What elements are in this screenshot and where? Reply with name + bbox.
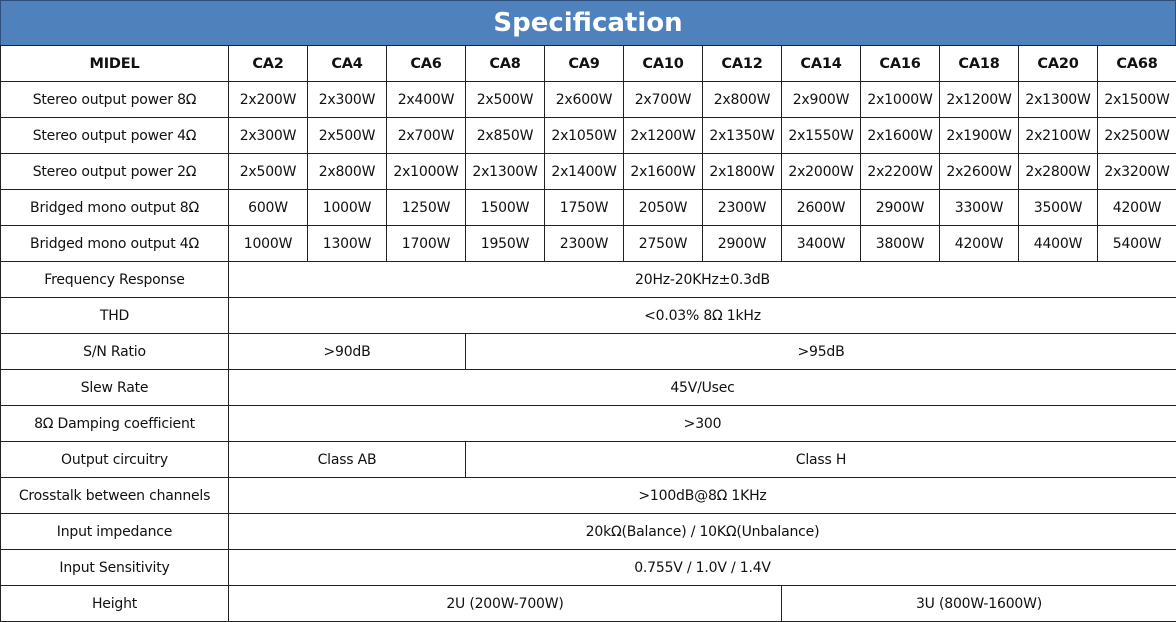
table-row (1, 226, 1176, 262)
table-cell: 0.755V / 1.0V / 1.4V (229, 550, 1176, 586)
model-column-header: CA6 (387, 46, 466, 82)
table-cell: 2x300W (229, 118, 308, 154)
model-column-header: CA18 (940, 46, 1019, 82)
table-cell: 2x500W (466, 82, 545, 118)
table-cell: 2x1900W (940, 118, 1019, 154)
table-cell: 2x3200W (1098, 154, 1176, 190)
table-cell: 2x1550W (782, 118, 861, 154)
table-cell: 2x300W (308, 82, 387, 118)
table-row (1, 118, 1176, 154)
table-cell: 4400W (1019, 226, 1098, 262)
table-cell: >100dB@8Ω 1KHz (229, 478, 1176, 514)
table-cell: 2x1200W (624, 118, 703, 154)
row-label: Stereo output power 4Ω (1, 118, 229, 154)
table-cell: 2x2200W (861, 154, 940, 190)
table-cell: 2x2800W (1019, 154, 1098, 190)
table-row (1, 586, 1176, 622)
model-column-header: CA8 (466, 46, 545, 82)
table-cell: 2x800W (703, 82, 782, 118)
table-cell: 2050W (624, 190, 703, 226)
table-row (1, 550, 1176, 586)
model-column-header: CA2 (229, 46, 308, 82)
table-cell: 2x1500W (1098, 82, 1176, 118)
model-column-header: CA10 (624, 46, 703, 82)
table-cell: 2x2100W (1019, 118, 1098, 154)
table-cell: 2x900W (782, 82, 861, 118)
row-label: Input impedance (1, 514, 229, 550)
table-cell: <0.03% 8Ω 1kHz (229, 298, 1176, 334)
table-row (1, 406, 1176, 442)
table-cell: 3800W (861, 226, 940, 262)
table-cell: 2300W (703, 190, 782, 226)
table-cell: 2x500W (229, 154, 308, 190)
table-cell: 2x200W (229, 82, 308, 118)
table-cell: 1300W (308, 226, 387, 262)
table-cell: 2U (200W-700W) (229, 586, 782, 622)
table-cell: 2x600W (545, 82, 624, 118)
model-column-header: CA14 (782, 46, 861, 82)
model-column-header: CA12 (703, 46, 782, 82)
table-cell: 2900W (861, 190, 940, 226)
table-cell: 2x1200W (940, 82, 1019, 118)
table-cell: 2x1800W (703, 154, 782, 190)
table-cell: 2x1300W (1019, 82, 1098, 118)
table-cell: Class AB (229, 442, 466, 478)
table-cell: 3300W (940, 190, 1019, 226)
row-label: 8Ω Damping coefficient (1, 406, 229, 442)
table-cell: 1950W (466, 226, 545, 262)
table-cell: 1000W (229, 226, 308, 262)
table-row (1, 370, 1176, 406)
header-row (1, 46, 1176, 82)
table-cell: 3400W (782, 226, 861, 262)
model-column-header: CA20 (1019, 46, 1098, 82)
table-cell: 2x2500W (1098, 118, 1176, 154)
table-cell: 2x700W (624, 82, 703, 118)
table-cell: 2900W (703, 226, 782, 262)
table-cell: 2x1000W (387, 154, 466, 190)
table-row (1, 334, 1176, 370)
table-cell: 600W (229, 190, 308, 226)
table-cell: 1000W (308, 190, 387, 226)
table-cell: 45V/Usec (229, 370, 1176, 406)
table-cell: 2750W (624, 226, 703, 262)
table-cell: 4200W (1098, 190, 1176, 226)
table-cell: 2x400W (387, 82, 466, 118)
row-label: Stereo output power 2Ω (1, 154, 229, 190)
table-row (1, 190, 1176, 226)
row-label: Output circuitry (1, 442, 229, 478)
row-label: Slew Rate (1, 370, 229, 406)
model-header: MIDEL (1, 46, 229, 82)
row-label: Height (1, 586, 229, 622)
table-cell: 2x2000W (782, 154, 861, 190)
row-label: Input Sensitivity (1, 550, 229, 586)
table-row (1, 514, 1176, 550)
table-row (1, 298, 1176, 334)
table-row (1, 154, 1176, 190)
table-cell: 2300W (545, 226, 624, 262)
table-cell: 2x700W (387, 118, 466, 154)
table-cell: 2600W (782, 190, 861, 226)
table-row (1, 262, 1176, 298)
table-cell: 1750W (545, 190, 624, 226)
table-cell: 20kΩ(Balance) / 10KΩ(Unbalance) (229, 514, 1176, 550)
table-cell: 1250W (387, 190, 466, 226)
row-label: THD (1, 298, 229, 334)
row-label: Crosstalk between channels (1, 478, 229, 514)
table-cell: 3500W (1019, 190, 1098, 226)
table-cell: 2x1000W (861, 82, 940, 118)
row-label: Bridged mono output 4Ω (1, 226, 229, 262)
table-cell: >300 (229, 406, 1176, 442)
table-cell: 5400W (1098, 226, 1176, 262)
table-cell: Class H (466, 442, 1176, 478)
table-cell: 4200W (940, 226, 1019, 262)
table-cell: 2x850W (466, 118, 545, 154)
page-title: Specification (0, 0, 1176, 45)
model-column-header: CA68 (1098, 46, 1176, 82)
table-cell: 2x1350W (703, 118, 782, 154)
table-cell: 20Hz-20KHz±0.3dB (229, 262, 1176, 298)
table-cell: 1700W (387, 226, 466, 262)
table-cell: 2x500W (308, 118, 387, 154)
model-column-header: CA9 (545, 46, 624, 82)
table-cell: 2x2600W (940, 154, 1019, 190)
table-cell: >90dB (229, 334, 466, 370)
table-cell: 2x1400W (545, 154, 624, 190)
table-cell: 3U (800W-1600W) (782, 586, 1176, 622)
table-cell: 2x800W (308, 154, 387, 190)
table-cell: 2x1600W (624, 154, 703, 190)
table-row (1, 478, 1176, 514)
model-column-header: CA4 (308, 46, 387, 82)
table-cell: 2x1300W (466, 154, 545, 190)
table-cell: 1500W (466, 190, 545, 226)
table-cell: >95dB (466, 334, 1176, 370)
table-cell: 2x1600W (861, 118, 940, 154)
table-row (1, 82, 1176, 118)
row-label: Frequency Response (1, 262, 229, 298)
table-row (1, 442, 1176, 478)
row-label: Stereo output power 8Ω (1, 82, 229, 118)
row-label: Bridged mono output 8Ω (1, 190, 229, 226)
model-column-header: CA16 (861, 46, 940, 82)
spec-table (0, 45, 1176, 622)
row-label: S/N Ratio (1, 334, 229, 370)
table-cell: 2x1050W (545, 118, 624, 154)
